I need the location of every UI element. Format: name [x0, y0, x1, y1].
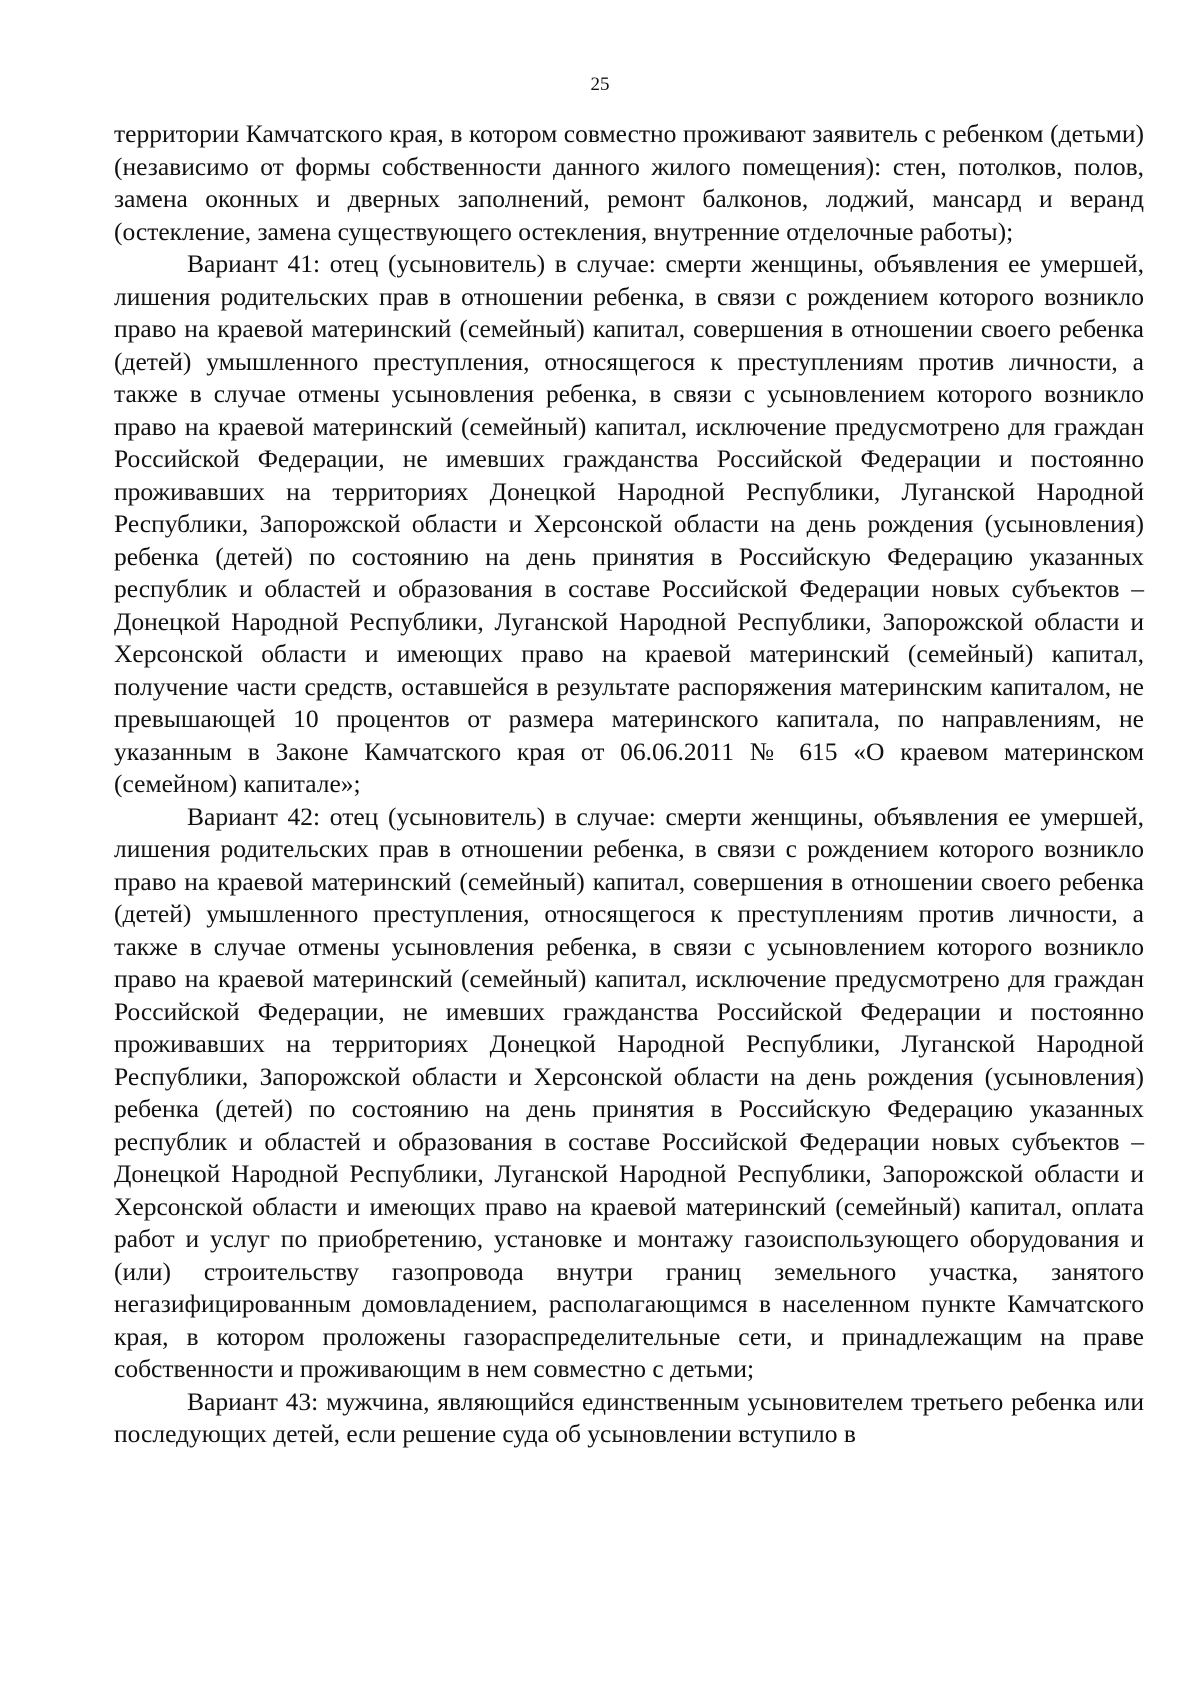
paragraph-variant-43: Вариант 43: мужчина, являющийся единственным усыновителем третьего ребенка или последующих детей, если решение суда об усыновлении вступило в: [114, 1386, 1144, 1448]
page-number: 25: [590, 74, 610, 95]
paragraph-continuation: территории Камчатского края, в котором совместно проживают заявитель с ребенком (детьми) (независимо от формы собственности данного жилого помещения): стен, потолков, полов, замена оконных и дверных заполнений, ремонт балконов, лоджий, мансард и веранд (остекление, замена существующего остекления, внутренние отделочные работы);: [114, 119, 1144, 246]
document-body: [114, 118, 1144, 1451]
paragraph-variant-41: Вариант 41: отец (усыновитель) в случае: смерти женщины, объявления ее умершей, лишения родительских прав в отношении ребенка, в связи с рождением которого возникло право на краевой материнский (семейный) капитал, совершения в отношении своего ребенка (детей) умышленного преступления, относящегося к преступлениям против личности, а также в случае отмены усыновления ребенка, в связи с усыновлением которого возникло право на краевой материнский (семейный) капитал, исключение предусмотрено для граждан Российской Федерации, не имевших гражданства Российской Федерации и постоянно проживавших на территориях Донецкой Народной Республики, Луганской Народной Республики, Запорожской области и Херсонской области на день рождения (усыновления) ребенка (детей) по состоянию на день принятия в Российскую Федерацию указанных республик и областей и образования в составе Российской Федерации новых субъектов – Донецкой Народной Республики, Луганской Народной Республики, Запорожской области и Херсонской области и имеющих право на краевой материнский (семейный) капитал, получение части средств, оставшейся в результате распоряжения материнским капиталом, не превышающей 10 процентов от размера материнского капитала, по направлениям, не указанным в Законе Камчатского края от 06.06.2011 № 615 «О краевом материнском (семейном) капитале»;: [114, 249, 1144, 798]
paragraph-variant-42: Вариант 42: отец (усыновитель) в случае: смерти женщины, объявления ее умершей, лишения родительских прав в отношении ребенка, в связи с рождением которого возникло право на краевой материнский (семейный) капитал, совершения в отношении своего ребенка (детей) умышленного преступления, относящегося к преступлениям против личности, а также в случае отмены усыновления ребенка, в связи с усыновлением которого возникло право на краевой материнский (семейный) капитал, исключение предусмотрено для граждан Российской Федерации, не имевших гражданства Российской Федерации и постоянно проживавших на территориях Донецкой Народной Республики, Луганской Народной Республики, Запорожской области и Херсонской области на день рождения (усыновления) ребенка (детей) по состоянию на день принятия в Российскую Федерацию указанных республик и областей и образования в составе Российской Федерации новых субъектов – Донецкой Народной Республики, Луганской Народной Республики, Запорожской области и Херсонской области и имеющих право на краевой материнский (семейный) капитал, оплата работ и услуг по приобретению, установке и монтажу газоиспользующего оборудования и (или) строительству газопровода внутри границ земельного участка, занятого негазифицированным домовладением, располагающимся в населенном пункте Камчатского края, в котором проложены газораспределительные сети, и принадлежащим на праве собственности и проживающим в нем совместно с детьми;: [114, 801, 1144, 1383]
